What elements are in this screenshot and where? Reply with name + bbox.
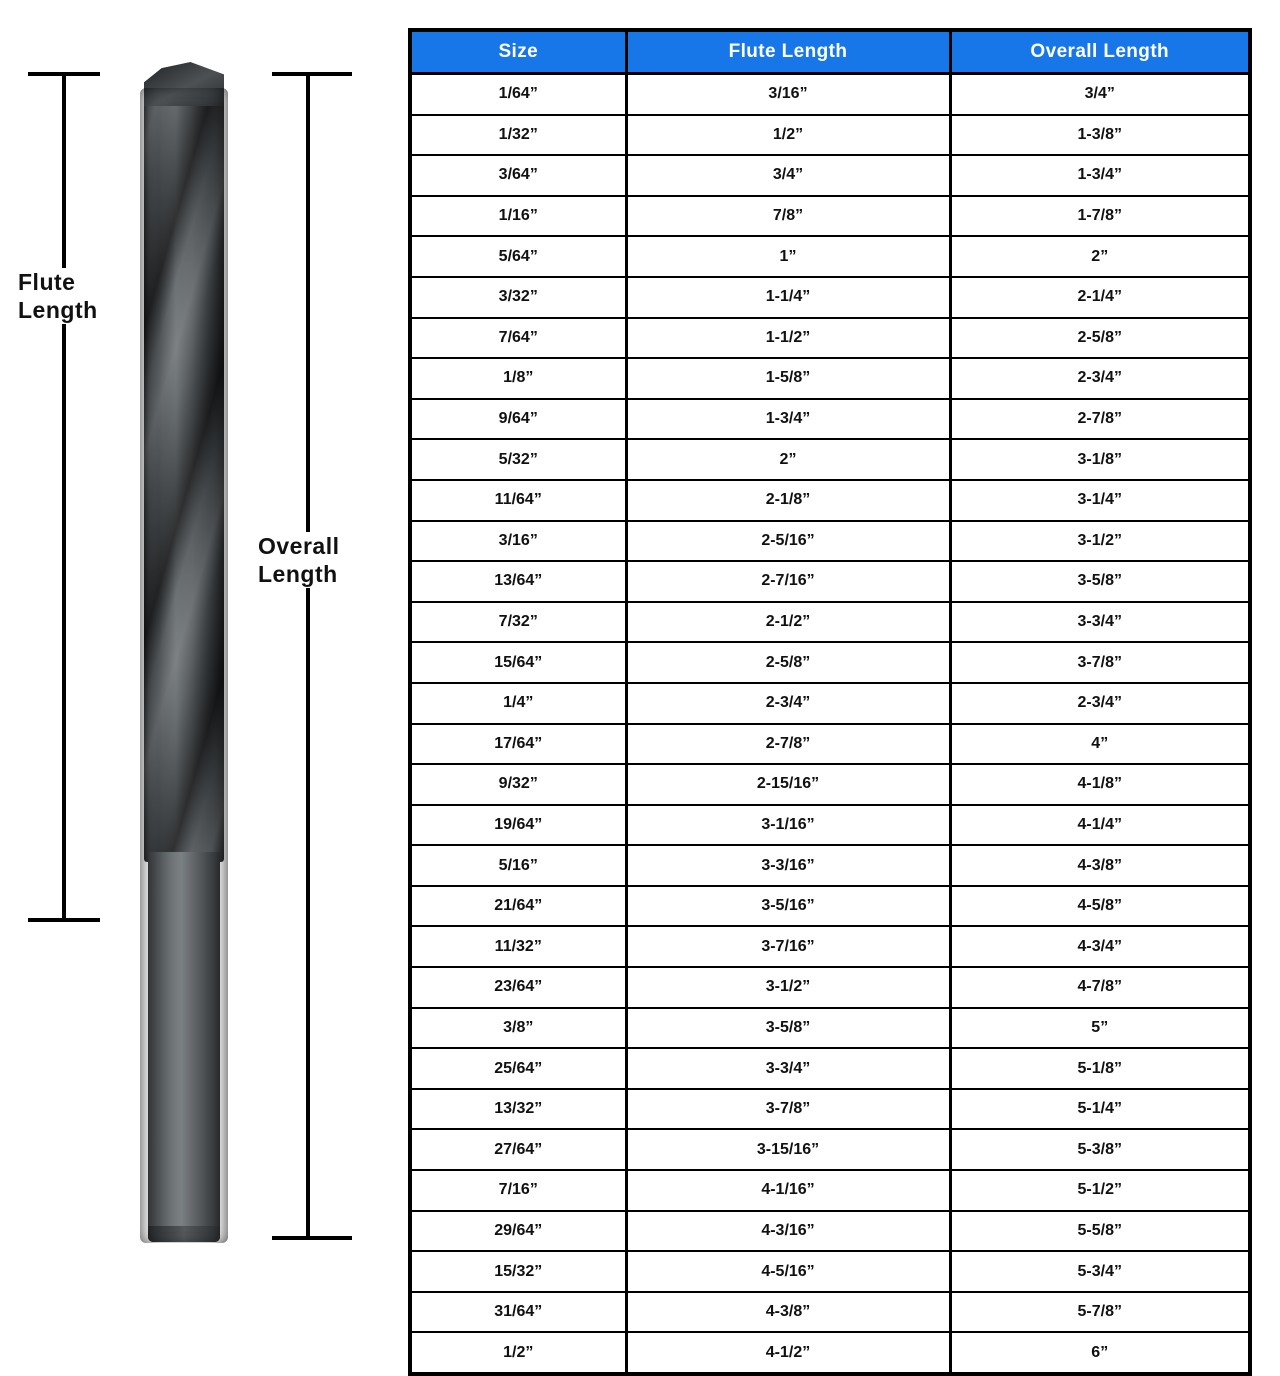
cell-flute-length: 7/8” <box>626 196 950 237</box>
cell-size: 15/64” <box>410 642 626 683</box>
table-row <box>410 1129 1250 1170</box>
cell-flute-length: 2-1/8” <box>626 480 950 521</box>
cell-size: 5/16” <box>410 845 626 886</box>
cell-overall-length: 5-1/2” <box>950 1170 1250 1211</box>
drill-bit-diagram <box>0 0 400 1280</box>
flute-length-bottom-cap <box>28 918 100 922</box>
cell-size: 19/64” <box>410 805 626 846</box>
cell-size: 17/64” <box>410 724 626 765</box>
cell-flute-length: 2-15/16” <box>626 764 950 805</box>
cell-flute-length: 2-5/16” <box>626 521 950 562</box>
cell-size: 1/16” <box>410 196 626 237</box>
cell-size: 7/16” <box>410 1170 626 1211</box>
cell-size: 13/32” <box>410 1089 626 1130</box>
cell-flute-length: 3/16” <box>626 74 950 115</box>
table-row <box>410 1332 1250 1374</box>
cell-overall-length: 5” <box>950 1008 1250 1049</box>
cell-overall-length: 2-3/4” <box>950 358 1250 399</box>
cell-size: 31/64” <box>410 1292 626 1333</box>
cell-overall-length: 1-3/4” <box>950 155 1250 196</box>
table-row <box>410 358 1250 399</box>
cell-overall-length: 3-7/8” <box>950 642 1250 683</box>
cell-flute-length: 3-5/8” <box>626 1008 950 1049</box>
cell-overall-length: 3-1/2” <box>950 521 1250 562</box>
flute-length-label-line1: Flute <box>18 269 76 295</box>
cell-overall-length: 5-1/8” <box>950 1048 1250 1089</box>
overall-length-label-line2: Length <box>258 561 338 588</box>
cell-overall-length: 5-3/4” <box>950 1251 1250 1292</box>
cell-size: 1/4” <box>410 683 626 724</box>
cell-flute-length: 2-1/2” <box>626 602 950 643</box>
cell-flute-length: 3-7/16” <box>626 926 950 967</box>
cell-flute-length: 3-1/2” <box>626 967 950 1008</box>
cell-overall-length: 3-1/8” <box>950 439 1250 480</box>
table-row <box>410 845 1250 886</box>
cell-flute-length: 4-5/16” <box>626 1251 950 1292</box>
cell-overall-length: 2-7/8” <box>950 399 1250 440</box>
table-row <box>410 155 1250 196</box>
cell-flute-length: 3-3/4” <box>626 1048 950 1089</box>
drill-bit-shank <box>148 852 220 1242</box>
table-row <box>410 1292 1250 1333</box>
cell-overall-length: 2” <box>950 236 1250 277</box>
table-row <box>410 642 1250 683</box>
cell-flute-length: 3-3/16” <box>626 845 950 886</box>
column-header-size: Size <box>410 30 626 74</box>
table-row <box>410 886 1250 927</box>
column-header-flute-length: Flute Length <box>626 30 950 74</box>
cell-flute-length: 1-1/4” <box>626 277 950 318</box>
table-row <box>410 277 1250 318</box>
cell-overall-length: 4-1/4” <box>950 805 1250 846</box>
flute-length-dimension-line <box>62 72 66 922</box>
cell-size: 9/32” <box>410 764 626 805</box>
table-row <box>410 115 1250 156</box>
specification-table <box>408 28 1252 1376</box>
cell-flute-length: 1-3/4” <box>626 399 950 440</box>
cell-flute-length: 3/4” <box>626 155 950 196</box>
table-head <box>410 30 1250 74</box>
cell-flute-length: 1-5/8” <box>626 358 950 399</box>
cell-flute-length: 1-1/2” <box>626 318 950 359</box>
cell-overall-length: 5-5/8” <box>950 1211 1250 1252</box>
cell-size: 3/64” <box>410 155 626 196</box>
cell-overall-length: 1-3/8” <box>950 115 1250 156</box>
cell-overall-length: 3-1/4” <box>950 480 1250 521</box>
cell-size: 7/32” <box>410 602 626 643</box>
overall-length-top-cap <box>272 72 352 76</box>
cell-flute-length: 4-1/16” <box>626 1170 950 1211</box>
cell-overall-length: 5-1/4” <box>950 1089 1250 1130</box>
overall-length-label-line1: Overall <box>258 533 340 559</box>
cell-overall-length: 5-7/8” <box>950 1292 1250 1333</box>
cell-size: 3/16” <box>410 521 626 562</box>
flute-length-top-cap <box>28 72 100 76</box>
cell-size: 29/64” <box>410 1211 626 1252</box>
table-row <box>410 764 1250 805</box>
cell-flute-length: 3-1/16” <box>626 805 950 846</box>
cell-flute-length: 4-3/16” <box>626 1211 950 1252</box>
cell-flute-length: 3-7/8” <box>626 1089 950 1130</box>
table-row <box>410 926 1250 967</box>
specification-table-wrapper <box>408 28 1252 1376</box>
cell-overall-length: 4” <box>950 724 1250 765</box>
cell-flute-length: 2” <box>626 439 950 480</box>
cell-size: 1/64” <box>410 74 626 115</box>
table-row <box>410 602 1250 643</box>
cell-size: 1/32” <box>410 115 626 156</box>
table-row <box>410 1251 1250 1292</box>
cell-flute-length: 1” <box>626 236 950 277</box>
overall-length-label <box>258 532 388 588</box>
cell-size: 21/64” <box>410 886 626 927</box>
cell-size: 5/32” <box>410 439 626 480</box>
table-row <box>410 480 1250 521</box>
flute-length-label-line2: Length <box>18 297 98 324</box>
column-header-overall-length: Overall Length <box>950 30 1250 74</box>
cell-overall-length: 2-3/4” <box>950 683 1250 724</box>
drill-bit-flute-section <box>144 92 224 862</box>
table-row <box>410 967 1250 1008</box>
table-row <box>410 1089 1250 1130</box>
table-row <box>410 74 1250 115</box>
table-row <box>410 399 1250 440</box>
cell-size: 11/64” <box>410 480 626 521</box>
cell-size: 1/8” <box>410 358 626 399</box>
overall-length-dimension-line <box>306 72 310 1240</box>
cell-flute-length: 2-7/16” <box>626 561 950 602</box>
drill-bit-tip <box>144 62 224 106</box>
cell-flute-length: 2-5/8” <box>626 642 950 683</box>
cell-size: 5/64” <box>410 236 626 277</box>
cell-size: 23/64” <box>410 967 626 1008</box>
cell-size: 3/32” <box>410 277 626 318</box>
cell-flute-length: 2-3/4” <box>626 683 950 724</box>
table-body <box>410 74 1250 1375</box>
table-row <box>410 724 1250 765</box>
cell-overall-length: 1-7/8” <box>950 196 1250 237</box>
drill-bit-image <box>130 62 240 1242</box>
cell-overall-length: 4-3/8” <box>950 845 1250 886</box>
table-row <box>410 805 1250 846</box>
cell-flute-length: 4-1/2” <box>626 1332 950 1374</box>
table-row <box>410 561 1250 602</box>
cell-overall-length: 4-3/4” <box>950 926 1250 967</box>
table-row <box>410 521 1250 562</box>
table-row <box>410 1170 1250 1211</box>
cell-size: 13/64” <box>410 561 626 602</box>
cell-size: 9/64” <box>410 399 626 440</box>
cell-flute-length: 3-5/16” <box>626 886 950 927</box>
cell-overall-length: 4-7/8” <box>950 967 1250 1008</box>
table-row <box>410 1048 1250 1089</box>
cell-size: 7/64” <box>410 318 626 359</box>
table-row <box>410 236 1250 277</box>
cell-size: 1/2” <box>410 1332 626 1374</box>
cell-overall-length: 2-1/4” <box>950 277 1250 318</box>
flute-length-label <box>18 268 128 324</box>
table-row <box>410 683 1250 724</box>
cell-flute-length: 3-15/16” <box>626 1129 950 1170</box>
cell-overall-length: 6” <box>950 1332 1250 1374</box>
table-header-row <box>410 30 1250 74</box>
cell-size: 27/64” <box>410 1129 626 1170</box>
cell-overall-length: 3-5/8” <box>950 561 1250 602</box>
cell-overall-length: 5-3/8” <box>950 1129 1250 1170</box>
cell-size: 15/32” <box>410 1251 626 1292</box>
table-row <box>410 1211 1250 1252</box>
cell-flute-length: 4-3/8” <box>626 1292 950 1333</box>
overall-length-bottom-cap <box>272 1236 352 1240</box>
table-row <box>410 318 1250 359</box>
cell-overall-length: 4-5/8” <box>950 886 1250 927</box>
cell-overall-length: 2-5/8” <box>950 318 1250 359</box>
cell-flute-length: 2-7/8” <box>626 724 950 765</box>
cell-size: 11/32” <box>410 926 626 967</box>
cell-overall-length: 3/4” <box>950 74 1250 115</box>
cell-size: 3/8” <box>410 1008 626 1049</box>
cell-overall-length: 3-3/4” <box>950 602 1250 643</box>
cell-overall-length: 4-1/8” <box>950 764 1250 805</box>
table-row <box>410 1008 1250 1049</box>
cell-size: 25/64” <box>410 1048 626 1089</box>
table-row <box>410 439 1250 480</box>
cell-flute-length: 1/2” <box>626 115 950 156</box>
table-row <box>410 196 1250 237</box>
